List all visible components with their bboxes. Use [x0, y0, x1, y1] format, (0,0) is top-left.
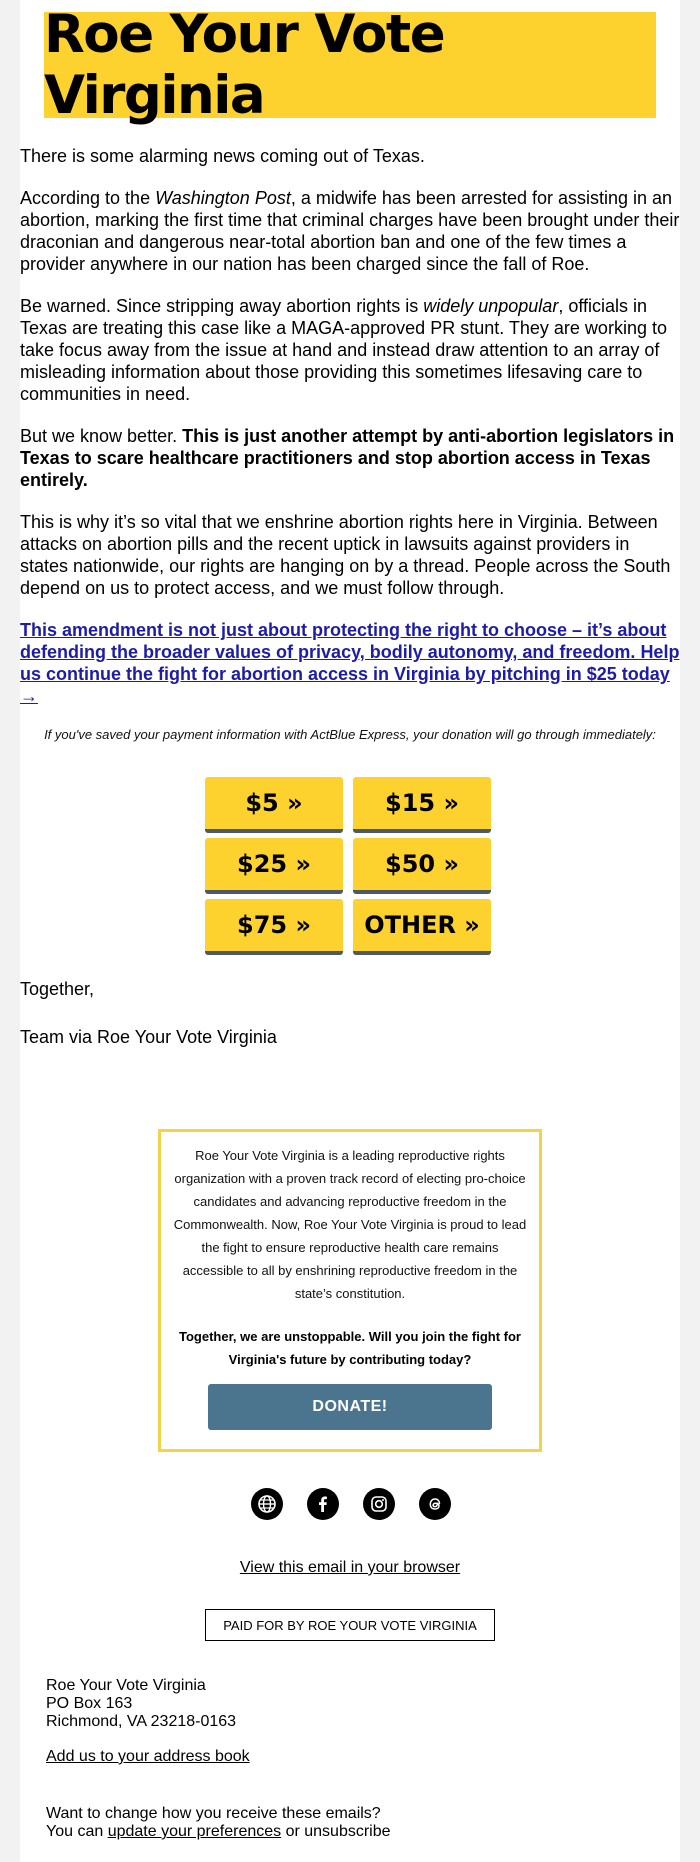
address-line-1: Roe Your Vote Virginia: [46, 1677, 206, 1694]
donate-cta-link[interactable]: This amendment is not just about protecting the right to choose – it’s about defending the broader values of privacy, bodily autonomy, and freedom. Help us continue the fight for abortion access in Virginia by pitching in $25 today →: [20, 620, 680, 706]
email-page: [20, 0, 680, 1862]
address-line-2: PO Box 163: [46, 1695, 133, 1712]
about-description: Roe Your Vote Virginia is a leading reproductive rights organization with a proven track record of electing pro-choice candidates and advancing reproductive freedom in the Commonwealth. Now, Roe Your Vote Virginia is proud to lead the fight to ensure reproductive health care remains accessible to all by enshrining reproductive freedom in the state’s constitution.: [173, 1148, 527, 1301]
donate-5-button[interactable]: $5 »: [205, 777, 343, 833]
view-in-browser-link[interactable]: View this email in your browser: [239, 1559, 461, 1576]
threads-icon[interactable]: [419, 1488, 451, 1520]
paid-for-disclaimer: PAID FOR BY ROE YOUR VOTE VIRGINIA: [205, 1609, 495, 1641]
closing-signature: Team via Roe Your Vote Virginia: [20, 1027, 277, 1047]
paragraph-5: This is why it’s so vital that we enshrine abortion rights here in Virginia. Between attacks on abortion pills and the recent uptick in lawsuits against providers in states nationwide, our rights are hanging on by a thread. People across the South depend on us to protect access, and we must follow through.: [20, 512, 671, 598]
paragraph-2: According to the Washington Post, a midwife has been arrested for assisting in an abortion, marking the first time that criminal charges have been brought under their draconian and dangerous near-total abortion ban and one of the few times a provider anywhere in our nation has been charged since the fall of Roe.: [20, 188, 680, 274]
donate-25-button[interactable]: $25 »: [205, 838, 343, 894]
email-body: [20, 145, 682, 707]
mailing-address: [46, 1677, 236, 1731]
donate-button[interactable]: DONATE!: [208, 1384, 492, 1430]
banner-title: Roe Your Vote Virginia: [44, 4, 445, 126]
paragraph-4: But we know better. This is just another attempt by anti-abortion legislators in Texas to scare healthcare practitioners and stop abortion access in Texas entirely.: [20, 426, 675, 490]
actblue-express-note: If you've saved your payment information with ActBlue Express, your donation will go through immediately:: [44, 727, 656, 742]
donate-other-button[interactable]: OTHER »: [353, 899, 491, 955]
preferences-line: You can update your preferences or unsubscribe: [46, 1823, 391, 1840]
header-banner: [44, 4, 656, 126]
about-appeal: Together, we are unstoppable. Will you join the fight for Virginia's future by contributing today?: [179, 1329, 521, 1367]
facebook-icon[interactable]: [307, 1488, 339, 1520]
closing: [20, 978, 277, 1074]
globe-icon[interactable]: [251, 1488, 283, 1520]
about-box: [158, 1129, 542, 1452]
donate-50-button[interactable]: $50 »: [353, 838, 491, 894]
closing-salutation: Together,: [20, 979, 95, 999]
paragraph-3: Be warned. Since stripping away abortion rights is widely unpopular, officials in Texas are treating this case like a MAGA-approved PR stunt. They are working to take focus away from the issue at hand and instead draw attention to an array of misleading information about those providing this sometimes lifesaving care to communities in need.: [20, 296, 667, 404]
add-to-address-book-link[interactable]: Add us to your address book: [46, 1748, 250, 1765]
view-in-browser: [20, 1559, 680, 1577]
address-line-3: Richmond, VA 23218-0163: [46, 1713, 237, 1730]
update-preferences-link[interactable]: update your preferences: [107, 1823, 282, 1840]
paragraph-1: There is some alarming news coming out of Texas.: [20, 146, 425, 166]
donate-15-button[interactable]: $15 »: [353, 777, 491, 833]
donate-75-button[interactable]: $75 »: [205, 899, 343, 955]
instagram-icon[interactable]: [363, 1488, 395, 1520]
preferences-question: Want to change how you receive these emails?: [46, 1805, 381, 1822]
email-preferences: [46, 1805, 391, 1841]
address-book-row: [46, 1748, 250, 1766]
